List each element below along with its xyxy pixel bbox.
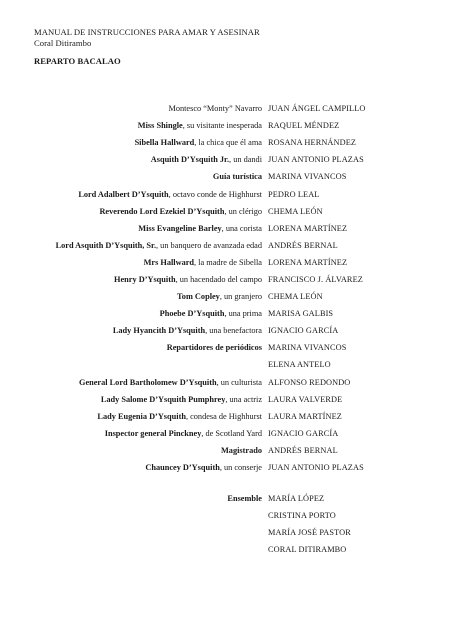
actor-name: IGNACIO GARCÍA — [268, 326, 339, 336]
role-description: , condesa de Highhurst — [185, 411, 262, 421]
role-name: Mrs Hallward — [143, 257, 195, 267]
actor-name: ROSANA HERNÁNDEZ — [268, 138, 357, 148]
cast-row — [0, 442, 452, 459]
actor-name: PEDRO LEAL — [268, 189, 320, 199]
actor-name: MARINA VIVANCOS — [268, 343, 347, 353]
role-cell — [0, 207, 268, 216]
actor-name: ELENA ANTELO — [268, 360, 331, 370]
role-description: , su visitante inesperada — [182, 121, 262, 131]
ensemble-row — [0, 541, 452, 558]
role-name: Miss Evangeline Barley — [138, 223, 222, 233]
actor-name: CORAL DITIRAMBO — [268, 545, 347, 555]
role-cell — [0, 155, 268, 164]
cast-row — [0, 151, 452, 168]
actor-name: CHEMA LEÓN — [268, 292, 323, 302]
role-cell — [0, 172, 268, 181]
role-name: Inspector general Pinckney — [104, 428, 202, 438]
cast-row — [0, 185, 452, 202]
actor-name: IGNACIO GARCÍA — [268, 428, 339, 438]
role-name: Tom Copley — [177, 292, 220, 302]
cast-row — [0, 254, 452, 271]
role-cell — [0, 446, 268, 455]
actor-name: JUAN ANTONIO PLAZAS — [268, 155, 364, 165]
role-description: , de Scotland Yard — [201, 428, 262, 438]
role-description: , un hacendado del campo — [175, 274, 262, 284]
cast-row — [0, 271, 452, 288]
actor-name: RAQUEL MÉNDEZ — [268, 121, 340, 131]
role-description: , un granjero — [219, 292, 262, 302]
cast-row — [0, 203, 452, 220]
document-subtitle: Coral Ditirambo — [34, 38, 92, 48]
role-cell — [0, 275, 268, 284]
role-description: , una benefactora — [205, 326, 262, 336]
role-name: Magistrado — [220, 445, 262, 455]
actor-name: CRISTINA PORTO — [268, 511, 336, 521]
cast-row — [0, 305, 452, 322]
actor-name: LORENA MARTÍNEZ — [268, 223, 348, 233]
role-cell — [0, 429, 268, 438]
cast-row — [0, 100, 452, 117]
cast-row — [0, 288, 452, 305]
role-description: , un culturista — [216, 377, 262, 387]
role-name: Lord Asquith D’Ysquith, Sr. — [55, 240, 157, 250]
role-description: , un dandi — [229, 155, 262, 165]
document-header — [34, 27, 260, 49]
actor-name: JUAN ANTONIO PLAZAS — [268, 463, 364, 473]
cast-list — [0, 100, 452, 558]
actor-name: MARISA GALBIS — [268, 309, 334, 319]
role-name: Ensemble — [227, 494, 262, 504]
actor-name: ALFONSO REDONDO — [268, 377, 351, 387]
role-name: Chauncey D’Ysquith — [145, 463, 220, 473]
actor-name: MARÍA JOSÉ PASTOR — [268, 528, 351, 538]
actor-name: CHEMA LEÓN — [268, 206, 323, 216]
role-name: Miss Shingle — [137, 121, 183, 131]
role-cell — [0, 309, 268, 318]
role-name: Lady Salome D’Ysquith Pumphrey — [100, 394, 226, 404]
role-cell — [0, 463, 268, 472]
role-description: , la chica que él ama — [194, 138, 262, 148]
role-cell — [0, 343, 268, 352]
role-description: , una actriz — [225, 394, 262, 404]
cast-row — [0, 237, 452, 254]
role-name: Lady Eugenia D’Ysquith — [97, 411, 186, 421]
ensemble-spacer — [0, 476, 452, 490]
cast-row — [0, 374, 452, 391]
role-name: Reverendo Lord Ezekiel D’Ysquith — [99, 206, 225, 216]
role-name: Montesco “Monty” Navarro — [168, 104, 262, 114]
role-cell — [0, 190, 268, 199]
role-name: Lady Hyancith D’Ysquith — [112, 326, 206, 336]
role-name: Lord Adalbert D’Ysquith — [78, 189, 169, 199]
role-cell — [0, 378, 268, 387]
role-description: , un clérigo — [224, 206, 262, 216]
ensemble-row — [0, 490, 452, 507]
role-name: Repartidores de periódicos — [166, 343, 262, 353]
role-name: Henry D’Ysquith — [114, 274, 176, 284]
cast-row — [0, 425, 452, 442]
actor-name: LAURA MARTÍNEZ — [268, 411, 342, 421]
role-description: , un conserje — [219, 463, 262, 473]
role-cell — [0, 224, 268, 233]
cast-row — [0, 117, 452, 134]
role-name: Asquith D’Ysquith Jr. — [150, 155, 230, 165]
role-cell — [0, 412, 268, 421]
cast-row — [0, 391, 452, 408]
document-title: MANUAL DE INSTRUCCIONES PARA AMAR Y ASESINAR — [34, 27, 260, 37]
cast-row — [0, 168, 452, 185]
role-cell — [0, 258, 268, 267]
section-title: REPARTO BACALAO — [34, 56, 121, 66]
role-description: , una corista — [221, 223, 262, 233]
actor-name: MARINA VIVANCOS — [268, 172, 347, 182]
actor-name: JUAN ÁNGEL CAMPILLO — [268, 104, 366, 114]
cast-row — [0, 322, 452, 339]
role-cell — [0, 326, 268, 335]
actor-name: ANDRÉS BERNAL — [268, 240, 338, 250]
role-name: Phoebe D’Ysquith — [159, 309, 225, 319]
role-cell — [0, 292, 268, 301]
ensemble-row — [0, 507, 452, 524]
role-cell — [0, 494, 268, 503]
role-cell — [0, 121, 268, 130]
role-name: Guía turística — [212, 172, 262, 182]
role-description: , octavo conde de Highhurst — [168, 189, 262, 199]
role-cell — [0, 395, 268, 404]
ensemble-row — [0, 524, 452, 541]
cast-row — [0, 220, 452, 237]
actor-name: LAURA VALVERDE — [268, 394, 343, 404]
cast-row — [0, 459, 452, 476]
actor-name: ANDRÉS BERNAL — [268, 445, 338, 455]
cast-row — [0, 339, 452, 356]
role-description: , la madre de Sibella — [194, 257, 262, 267]
cast-row — [0, 408, 452, 425]
actor-name: FRANCISCO J. ÁLVAREZ — [268, 274, 363, 284]
role-description: , un banquero de avanzada edad — [156, 240, 262, 250]
actor-name: MARÍA LÓPEZ — [268, 494, 325, 504]
cast-row — [0, 134, 452, 151]
role-description: , una prima — [224, 309, 262, 319]
role-cell — [0, 241, 268, 250]
role-name: General Lord Bartholomew D’Ysquith — [79, 377, 217, 387]
role-cell — [0, 104, 268, 113]
actor-name: LORENA MARTÍNEZ — [268, 257, 348, 267]
role-name: Sibella Hallward — [134, 138, 195, 148]
role-cell — [0, 138, 268, 147]
cast-row — [0, 356, 452, 373]
